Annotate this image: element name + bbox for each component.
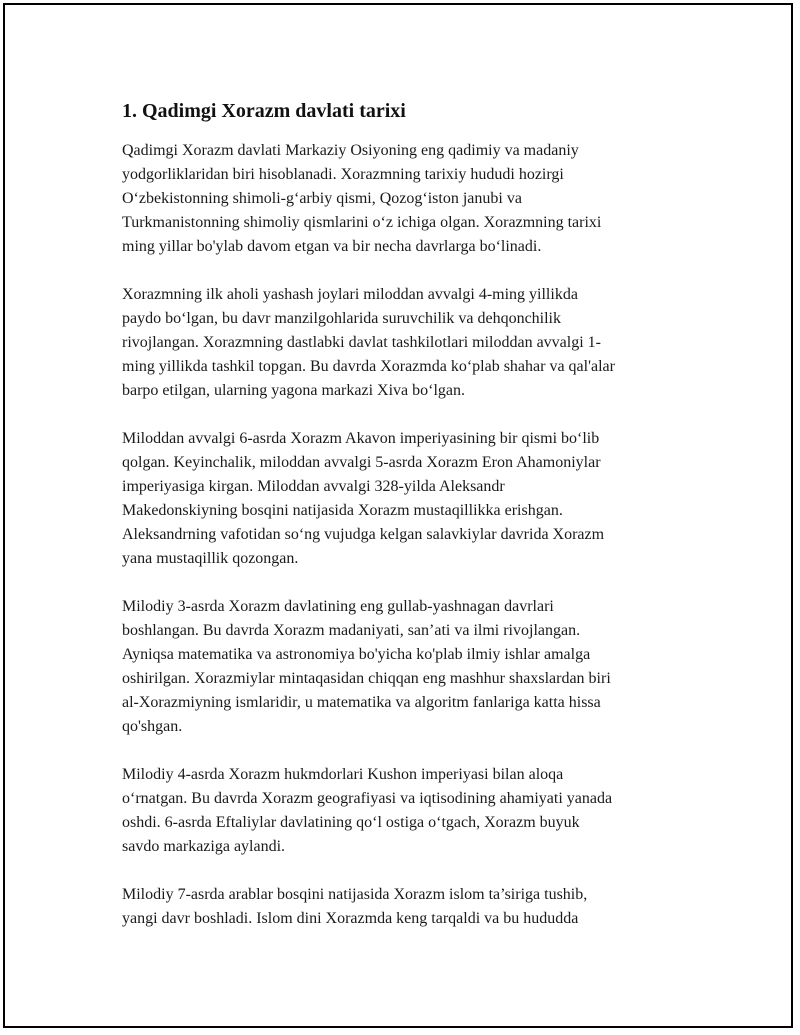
paragraph-line: qolgan. Keyinchalik, miloddan avvalgi 5-asrda Xorazm Eron Ahamoniylar — [122, 454, 601, 471]
paragraph-line: al-Xorazmiyning ismlaridir, u matematika va algoritm fanlariga katta hissa — [122, 694, 601, 711]
paragraph-line: paydo bo‘lgan, bu davr manzilgohlarida suruvchilik va dehqonchilik — [122, 310, 561, 327]
document-content — [122, 98, 697, 955]
paragraph-line: Makedonskiyning bosqini natijasida Xorazm mustaqillikka erishgan. — [122, 502, 563, 519]
paragraph-line: O‘zbekistonning shimoli-g‘arbiy qismi, Qozog‘iston janubi va — [122, 190, 522, 207]
paragraph-line: Miloddan avvalgi 6-asrda Xorazm Akavon imperiyasining bir qismi bo‘lib — [122, 430, 600, 447]
paragraph-line: Turkmanistonning shimoliy qismlarini o‘z ichiga olgan. Xorazmning tarixi — [122, 214, 602, 231]
paragraph-line: yangi davr boshladi. Islom dini Xorazmda keng tarqaldi va bu hududda — [122, 910, 579, 927]
paragraph-line: Milodiy 3-asrda Xorazm davlatining eng gullab-yashnagan davrlari — [122, 598, 554, 615]
paragraph-line: Aleksandrning vafotidan so‘ng vujudga kelgan salavkiylar davrida Xorazm — [122, 526, 605, 543]
paragraph-line: ming yillikda tashkil topgan. Bu davrda Xorazmda ko‘plab shahar va qal'alar — [122, 358, 615, 375]
paragraph-line: imperiyasiga kirgan. Miloddan avvalgi 328-yilda Aleksandr — [122, 478, 505, 495]
body-paragraph — [122, 139, 697, 259]
paragraph-line: Milodiy 4-asrda Xorazm hukmdorlari Kushon imperiyasi bilan aloqa — [122, 766, 564, 783]
paragraph-line: Milodiy 7-asrda arablar bosqini natijasida Xorazm islom ta’siriga tushib, — [122, 886, 588, 903]
paragraph-line: rivojlangan. Xorazmning dastlabki davlat tashkilotlari miloddan avvalgi 1- — [122, 334, 601, 351]
paragraph-line: ming yillar bo'ylab davom etgan va bir necha davrlarga bo‘linadi. — [122, 238, 542, 255]
section-heading: 1. Qadimgi Xorazm davlati tarixi — [122, 100, 406, 122]
paragraph-line: savdo markaziga aylandi. — [122, 838, 286, 855]
paragraph-line: yana mustaqillik qozongan. — [122, 550, 299, 567]
body-paragraph — [122, 283, 697, 403]
paragraph-list — [122, 139, 697, 931]
paragraph-line: Qadimgi Xorazm davlati Markaziy Osiyoning eng qadimiy va madaniy — [122, 142, 579, 159]
paragraph-line: qo'shgan. — [122, 718, 183, 735]
body-paragraph — [122, 595, 697, 739]
body-paragraph — [122, 883, 697, 931]
document-page — [3, 3, 793, 1028]
paragraph-line: oshdi. 6-asrda Eftaliylar davlatining qo‘l ostiga o‘tgach, Xorazm buyuk — [122, 814, 580, 831]
paragraph-line: oshirilgan. Xorazmiylar mintaqasidan chiqqan eng mashhur shaxslardan biri — [122, 670, 611, 687]
body-paragraph — [122, 427, 697, 571]
paragraph-line: barpo etilgan, ularning yagona markazi Xiva bo‘lgan. — [122, 382, 465, 399]
paragraph-line: Ayniqsa matematika va astronomiya bo'yicha ko'plab ilmiy ishlar amalga — [122, 646, 591, 663]
paragraph-line: yodgorliklaridan biri hisoblanadi. Xorazmning tarixiy hududi hozirgi — [122, 166, 564, 183]
paragraph-line: boshlangan. Bu davrda Xorazm madaniyati, san’ati va ilmi rivojlangan. — [122, 622, 581, 639]
paragraph-line: Xorazmning ilk aholi yashash joylari miloddan avvalgi 4-ming yillikda — [122, 286, 578, 303]
body-paragraph — [122, 763, 697, 859]
paragraph-line: o‘rnatgan. Bu davrda Xorazm geografiyasi va iqtisodining ahamiyati yanada — [122, 790, 613, 807]
